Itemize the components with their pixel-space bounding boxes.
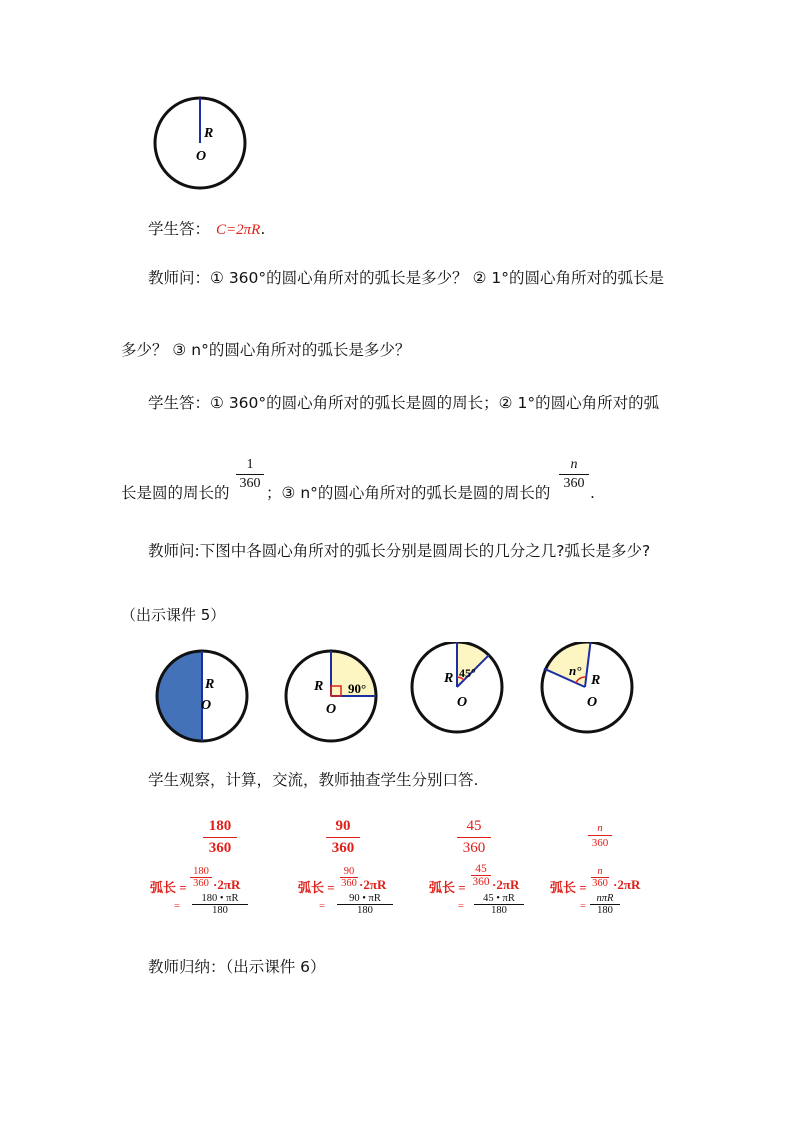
arc-result-90 [313, 893, 393, 916]
fraction-numerator: nπR [596, 893, 614, 904]
fraction-numerator: 45 [475, 863, 487, 875]
arc-result-eq: = [580, 901, 586, 912]
fraction-denominator: 360 [193, 878, 209, 889]
fraction-denominator: 360 [239, 476, 261, 491]
top-circle-label-o: O [196, 149, 207, 164]
arc-formula-label: 弧长 = [550, 880, 587, 895]
top-circle-label-r: R [204, 126, 214, 141]
top-circle-figure [148, 93, 252, 193]
fraction-denominator: 360 [563, 476, 585, 491]
fraction-numerator: 180 • πR [201, 893, 239, 904]
arc-result-45 [444, 893, 524, 916]
fraction-45-360 [457, 818, 491, 857]
fraction-numerator: n [597, 822, 603, 834]
fraction-denominator: 360 [592, 878, 608, 889]
arc-formula-fraction [340, 866, 358, 889]
circle-n-label-r: R [591, 673, 601, 688]
teacher-question-1-line1: 教师问：① 360°的圆心角所对的弧长是多少？ ② 1°的圆心角所对的弧长是 [148, 269, 665, 287]
fraction-numerator: 45 [466, 818, 482, 834]
fraction-n-over-360 [559, 457, 589, 492]
arc-result-eq: = [458, 901, 464, 912]
circle-45-label-r: R [444, 671, 454, 686]
fraction-numerator: 45 • πR [483, 893, 515, 904]
arc-formula-fraction [471, 863, 491, 888]
arc-result-n [566, 893, 646, 916]
arc-formula-tail: ·2πR [492, 877, 520, 892]
arc-result-eq: = [174, 901, 180, 912]
fraction-denominator: 180 [597, 905, 613, 916]
arc-formula-label: 弧长 = [429, 880, 466, 895]
student-answer-2-line2c: . [590, 484, 595, 502]
fraction-180-360 [203, 818, 237, 857]
fraction-denominator: 360 [591, 837, 609, 849]
circle-45-angle: 45° [459, 666, 476, 680]
teacher-question-2: 教师问:下图中各圆心角所对的弧长分别是圆周长的几分之几?弧长是多少? [148, 542, 651, 560]
fraction-denominator: 180 [357, 905, 373, 916]
student-answer-1-suffix: . [260, 220, 266, 238]
fraction-numerator: 180 [193, 866, 209, 877]
fraction-1-over-360 [236, 457, 264, 492]
fraction-numerator: 90 [335, 818, 351, 834]
fraction-denominator: 360 [472, 876, 490, 888]
circle-90-angle: 90° [348, 681, 367, 696]
student-answer-1-prefix: 学生答： [148, 220, 211, 238]
fraction-numerator: 90 [343, 866, 355, 877]
arc-formula-tail: ·2πR [359, 877, 387, 892]
activity-line: 学生观察，计算，交流，教师抽查学生分别口答. [148, 771, 479, 789]
fraction-n-360 [588, 822, 612, 849]
student-answer-1 [148, 219, 265, 240]
circle-90 [279, 646, 383, 746]
student-answer-2-line2a: 长是圆的周长的 [121, 484, 230, 502]
circumference-formula: C=2πR [216, 222, 261, 238]
fraction-numerator: 1 [246, 457, 254, 472]
fraction-denominator: 360 [341, 878, 357, 889]
circle-45 [407, 642, 511, 742]
fraction-denominator: 360 [462, 840, 486, 856]
arc-formula-label: 弧长 = [150, 880, 187, 895]
teacher-question-1-line2: 多少？ ③ n°的圆心角所对的弧长是多少？ [121, 341, 411, 359]
fraction-denominator: 180 [491, 905, 507, 916]
courseware-5-note: （出示课件 5） [121, 606, 226, 624]
circle-90-label-r: R [314, 679, 324, 694]
student-answer-2-line2b: ；③ n°的圆心角所对的弧长是圆的周长的 [266, 484, 551, 502]
fraction-numerator: 180 [208, 818, 232, 834]
circle-n [537, 642, 641, 742]
fraction-denominator: 180 [212, 905, 228, 916]
arc-result-eq: = [319, 901, 325, 912]
arc-formula-tail: ·2πR [213, 877, 241, 892]
circle-90-label-o: O [326, 702, 337, 717]
circle-45-label-o: O [457, 695, 468, 710]
arc-formula-label: 弧长 = [298, 880, 335, 895]
arc-formula-fraction [591, 866, 609, 889]
circle-180-label-r: R [205, 677, 215, 692]
fraction-numerator: 90 • πR [349, 893, 381, 904]
fraction-90-360 [326, 818, 360, 857]
fraction-denominator: 360 [331, 840, 355, 856]
arc-formula-fraction [190, 866, 212, 889]
circle-n-label-o: O [587, 695, 598, 710]
circle-180-label-o: O [201, 698, 212, 713]
fraction-numerator: n [597, 866, 603, 877]
arc-result-180 [168, 893, 248, 916]
circle-n-angle: n° [569, 663, 582, 678]
student-answer-2-line1: 学生答：① 360°的圆心角所对的弧长是圆的周长；② 1°的圆心角所对的弧 [148, 394, 660, 412]
circle-180 [150, 646, 254, 746]
teacher-summary: 教师归纳：（出示课件 6） [148, 958, 326, 976]
fraction-numerator: n [570, 457, 578, 472]
fraction-denominator: 360 [208, 840, 232, 856]
arc-formula-tail: ·2πR [613, 877, 641, 892]
